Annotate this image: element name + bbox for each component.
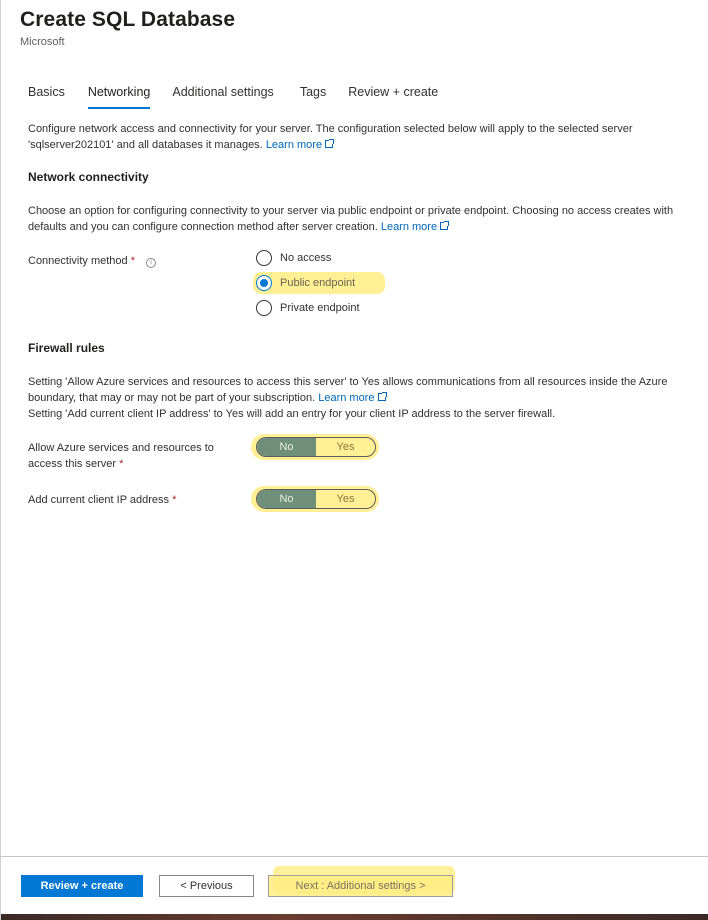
previous-button[interactable]: < Previous	[159, 875, 254, 897]
tab-basics[interactable]: Basics	[28, 85, 65, 99]
client-ip-label-text: Add current client IP address	[28, 494, 170, 506]
required-marker: *	[130, 255, 136, 267]
tab-tags[interactable]: Tags	[299, 85, 327, 99]
intro-learn-more-link[interactable]: Learn more	[265, 139, 323, 151]
radio-label: Public endpoint	[280, 277, 356, 289]
toggle-option-no[interactable]: No	[257, 438, 316, 456]
radio-no-access[interactable]	[256, 249, 331, 267]
toggle-option-no[interactable]: No	[257, 490, 316, 508]
tab-networking[interactable]: Networking	[88, 85, 151, 109]
wizard-tabs	[28, 85, 460, 109]
network-connectivity-heading: Network connectivity	[28, 170, 149, 184]
intro-description	[28, 121, 678, 153]
allow-azure-label-line1: Allow Azure services and resources to	[28, 442, 214, 454]
toggle-option-yes[interactable]: Yes	[336, 441, 355, 453]
external-link-icon	[378, 393, 386, 401]
radio-private-endpoint[interactable]	[256, 299, 360, 317]
network-learn-more-link[interactable]: Learn more	[380, 221, 438, 233]
firewall-learn-more-link[interactable]: Learn more	[318, 392, 375, 404]
radio-button[interactable]	[256, 250, 272, 266]
radio-label: No access	[280, 252, 332, 264]
firewall-description	[28, 374, 678, 422]
info-icon[interactable]: i	[146, 258, 156, 268]
radio-button-selected[interactable]	[256, 275, 272, 291]
connectivity-method-label	[28, 253, 156, 269]
client-ip-toggle[interactable]	[256, 489, 376, 509]
next-additional-settings-button[interactable]: Next : Additional settings >	[268, 875, 453, 897]
required-marker: *	[119, 458, 124, 470]
allow-azure-label-line2: access this server	[28, 458, 117, 470]
review-create-button[interactable]: Review + create	[21, 875, 143, 897]
toggle-option-yes[interactable]: Yes	[336, 493, 355, 505]
external-link-icon	[325, 140, 333, 148]
radio-button[interactable]	[256, 300, 272, 316]
radio-public-endpoint[interactable]	[256, 274, 355, 292]
firewall-text-1: Setting 'Allow Azure services and resources to access this server' to Yes allows communications from all resources inside the Azure boundary, that may or may not be part of your subscription.	[28, 376, 668, 404]
required-marker: *	[172, 494, 177, 506]
network-connectivity-description	[28, 203, 678, 235]
tab-additional-settings[interactable]: Additional settings	[172, 85, 274, 99]
client-ip-label	[28, 492, 176, 508]
allow-azure-label	[28, 440, 214, 472]
external-link-icon	[440, 222, 448, 230]
firewall-rules-heading: Firewall rules	[28, 341, 105, 355]
tab-review-create[interactable]: Review + create	[348, 85, 439, 99]
firewall-text-2: Setting 'Add current client IP address' to Yes will add an entry for your client IP address to the server firewall.	[28, 408, 556, 420]
page-subtitle: Microsoft	[20, 36, 65, 48]
connectivity-method-label-text: Connectivity method	[28, 255, 128, 267]
network-connectivity-text: Choose an option for configuring connectivity to your server via public endpoint or private endpoint. Choosing no access creates with defaults and you can configure connection method after server creation.	[28, 205, 674, 233]
desktop-edge	[1, 914, 708, 920]
intro-text: Configure network access and connectivity for your server. The configuration selected below will apply to the selected server 'sqlserver202101' and all databases it manages.	[28, 123, 633, 151]
radio-label: Private endpoint	[280, 302, 360, 314]
allow-azure-toggle[interactable]	[256, 437, 376, 457]
page-title: Create SQL Database	[20, 8, 236, 31]
